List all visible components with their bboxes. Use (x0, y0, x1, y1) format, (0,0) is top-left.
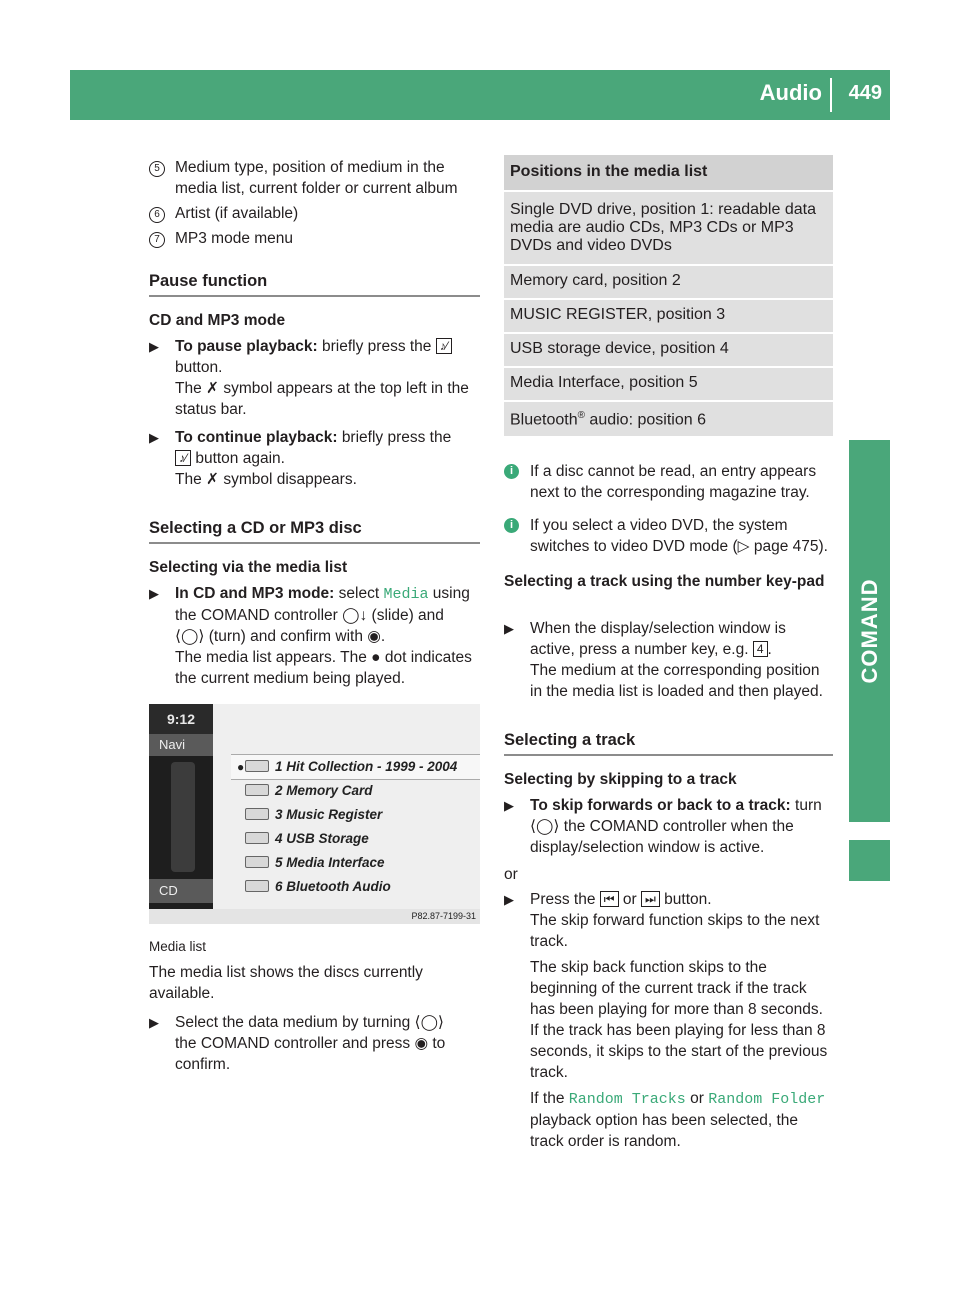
table-row: Bluetooth® audio: position 6 (504, 402, 833, 436)
skip-back-button-icon: ⏮ (600, 891, 619, 907)
table-row: Single DVD drive, position 1: readable data media are audio CDs, MP3 CDs or MP3 DVDs and video DVDs (504, 192, 833, 264)
legend-item-5: 5 Medium type, position of medium in the media list, current folder or current album (149, 157, 480, 199)
step-select-medium: ▶ Select the data medium by turning ⟨◯⟩ the COMAND controller and press ◉ to confirm. (149, 1014, 446, 1073)
media-list-description: The media list shows the discs currently available. (149, 964, 423, 1002)
positions-table (504, 155, 833, 438)
random-tracks-option: Random Tracks (568, 1091, 686, 1108)
controller-press-icon: ◉ (414, 1035, 429, 1052)
memory-card-icon (245, 784, 269, 796)
controller-turn-icon: ⟨◯⟩ (175, 628, 205, 645)
controller-press-icon: ◉ (367, 628, 381, 645)
heading-skipping: Selecting by skipping to a track (504, 771, 737, 788)
callout-7-icon: 7 (149, 232, 165, 248)
bluetooth-icon (245, 880, 269, 892)
mute-button-icon: ♪⁄ (436, 338, 452, 354)
list-item: ● 1 Hit Collection - 1999 - 2004 (231, 754, 480, 780)
heading-selecting-track: Selecting a track (504, 731, 636, 749)
chapter-tab (849, 440, 890, 822)
heading-number-keypad: Selecting a track using the number key-pad (504, 573, 825, 590)
step-arrow-icon: ▶ (504, 621, 514, 636)
heading-selecting-cd: Selecting a CD or MP3 disc (149, 519, 362, 537)
cd-tab: CD (149, 879, 213, 903)
controller-turn-icon: ⟨◯⟩ (530, 818, 560, 835)
disc-icon (245, 760, 269, 772)
page-number: 449 (848, 82, 882, 104)
pause-symbol-icon: ✗ (206, 380, 220, 397)
random-folder-option: Random Folder (708, 1091, 826, 1108)
list-item: 2 Memory Card (231, 779, 480, 803)
table-row: Media Interface, position 5 (504, 368, 833, 400)
skip-forward-button-icon: ⏭ (641, 891, 660, 907)
step-number-key: ▶ When the display/selection window is active, press a number key, e.g. 4 . The medium at the corresponding position in the media list is loaded and then played. (504, 620, 823, 700)
table-header: Positions in the media list (504, 155, 833, 190)
image-code: P82.87-7199-31 (149, 909, 480, 924)
random-note: If the Random Tracks or Random Folder playback option has been selected, the track order is random. (530, 1090, 826, 1150)
figure-caption: Media list (149, 939, 207, 954)
media-menu-item: Media (383, 586, 429, 603)
heading-rule (149, 542, 480, 544)
controller-slide-icon: ◯↓ (342, 607, 368, 624)
page-ref-icon: ▷ (737, 538, 750, 555)
heading-via-media-list: Selecting via the media list (149, 559, 348, 576)
step-media-list: ▶ In CD and MP3 mode: select Media using the COMAND controller ◯↓ (slide) and ⟨◯⟩ (turn) and confirm with ◉. The media list appears. The ● dot indicates the current medium being played. (149, 585, 472, 687)
chapter-tab-marker (849, 840, 890, 881)
info-note-2: i If you select a video DVD, the system switches to video DVD mode (▷ page 475). (504, 515, 833, 557)
media-list (213, 704, 480, 909)
number-key-4-icon: 4 (753, 641, 768, 657)
info-icon: i (504, 518, 519, 533)
step-arrow-icon: ▶ (149, 339, 159, 354)
heading-cd-mp3-mode: CD and MP3 mode (149, 312, 286, 329)
header-divider (830, 78, 832, 112)
step-pause: ▶ To pause playback: briefly press the ♪⁄ button. The ✗ symbol appears at the top left in the status bar. (149, 338, 469, 418)
current-dot-icon: ● (237, 760, 245, 774)
controller-turn-icon: ⟨◯⟩ (414, 1014, 444, 1031)
media-interface-icon (245, 856, 269, 868)
callout-6-icon: 6 (149, 207, 165, 223)
legend-item-6: 6 Artist (if available) (149, 203, 480, 224)
pause-symbol-icon: ✗ (206, 471, 220, 488)
section-title: Audio (759, 80, 822, 105)
media-list-screenshot (149, 704, 480, 924)
table-row: USB storage device, position 4 (504, 334, 833, 366)
list-item: 6 Bluetooth Audio (231, 875, 480, 899)
step-arrow-icon: ▶ (504, 798, 514, 813)
usb-icon (245, 832, 269, 844)
list-item: 5 Media Interface (231, 851, 480, 875)
table-row: Memory card, position 2 (504, 266, 833, 298)
info-note-1: i If a disc cannot be read, an entry appears next to the corresponding magazine tray. (504, 461, 833, 503)
music-register-icon (245, 808, 269, 820)
step-press-skip: ▶ Press the ⏮ or ⏭ button. The skip forward function skips to the next track. The skip back function skips to the beginning of the current track if the track has been playing for more than 8 seconds. If the track has been playing for less than 8 seconds, it skips to the start of the previous track. If the Random Tracks or Random Folder playback option has been selected, the track order is random. (504, 889, 833, 1152)
mute-button-icon: ♪⁄ (175, 450, 191, 466)
list-item: 3 Music Register (231, 803, 480, 827)
step-arrow-icon: ▶ (149, 1015, 159, 1030)
info-icon: i (504, 464, 519, 479)
chapter-tab-label: COMAND (857, 578, 882, 684)
table-row: MUSIC REGISTER, position 3 (504, 300, 833, 332)
heading-rule (504, 754, 833, 756)
clock: 9:12 (149, 704, 213, 734)
or-text: or (504, 866, 518, 883)
album-art (171, 762, 195, 872)
current-dot-icon: ● (371, 649, 381, 666)
step-arrow-icon: ▶ (149, 430, 159, 445)
step-arrow-icon: ▶ (504, 892, 514, 907)
page-header (70, 70, 890, 120)
heading-pause-function: Pause function (149, 272, 268, 290)
list-item: 4 USB Storage (231, 827, 480, 851)
callout-5-icon: 5 (149, 161, 165, 177)
step-skip: ▶ To skip forwards or back to a track: turn ⟨◯⟩ the COMAND controller when the display/selection window is active. (504, 797, 822, 856)
heading-rule (149, 295, 480, 297)
legend-item-7: 7 MP3 mode menu (149, 228, 480, 249)
step-continue: ▶ To continue playback: briefly press the ♪⁄ button again. The ✗ symbol disappears. (149, 429, 452, 488)
step-arrow-icon: ▶ (149, 586, 159, 601)
navi-tab: Navi (149, 734, 213, 756)
